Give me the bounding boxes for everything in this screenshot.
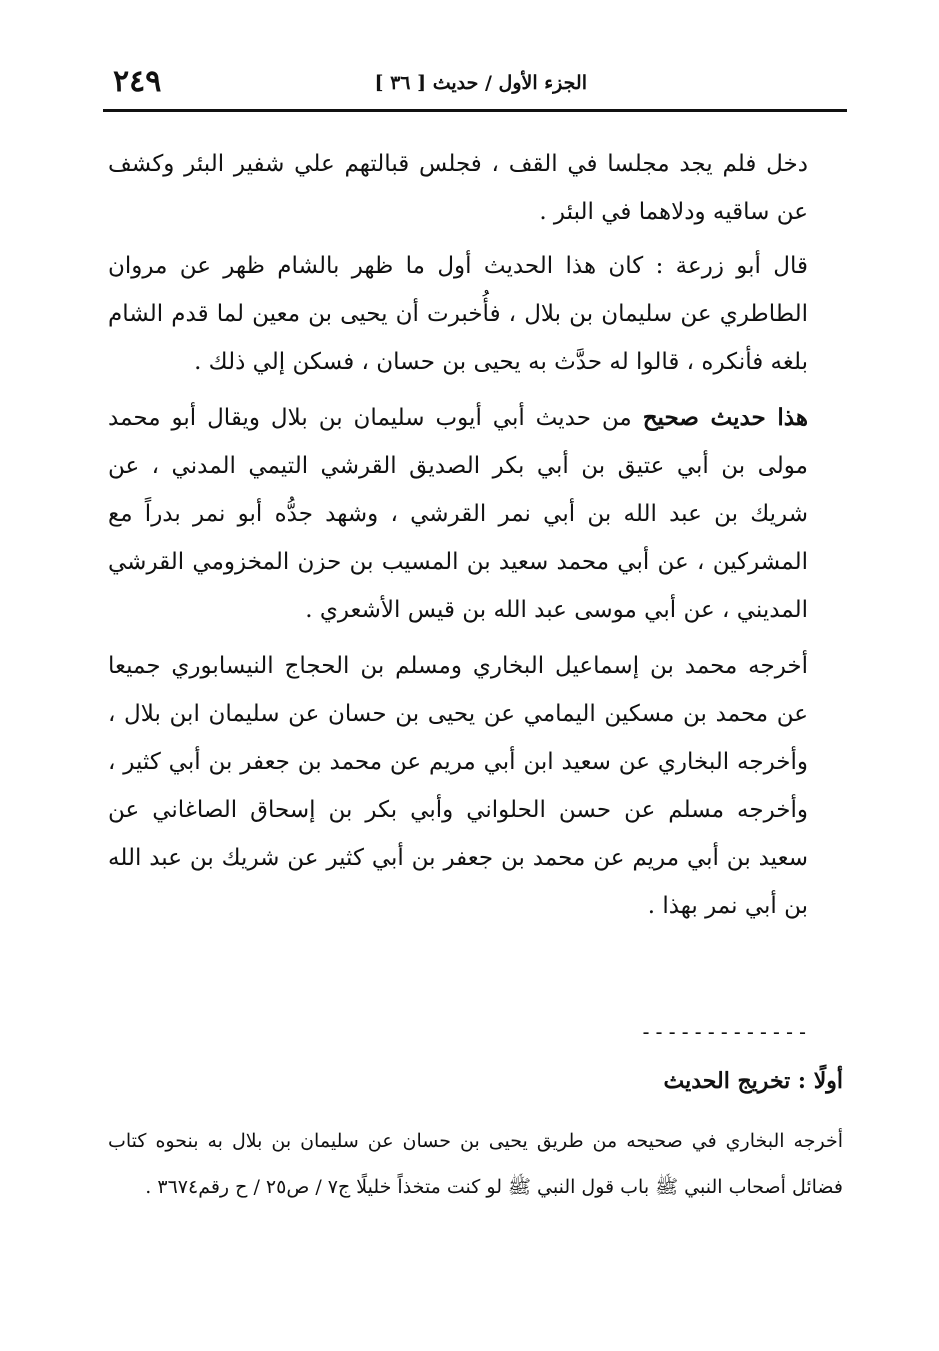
paragraph-3-lead: هذا حديث صحيح (642, 404, 809, 431)
page-number: ٢٤٩ (113, 64, 162, 99)
page-header (105, 62, 845, 110)
running-head: الجزء الأول / حديث [ ٣٦ ] (374, 72, 587, 94)
footnote-heading: أولًا : تخريج الحديث (663, 1068, 843, 1094)
footnote-separator: ------------- (640, 1020, 810, 1044)
main-text (108, 140, 808, 938)
paragraph-3 (108, 394, 808, 634)
header-rule (103, 109, 847, 112)
paragraph-4: أخرجه محمد بن إسماعيل البخاري ومسلم بن الحجاج النيسابوري جميعا عن محمد بن مسكين اليمامي عن يحيى بن حسان عن سليمان ابن بلال ، وأخرجه البخاري عن سعيد ابن أبي مريم عن محمد بن جعفر بن أبي كثير ، وأخرجه مسلم عن حسن الحلواني وأبي بكر بن إسحاق الصاغاني عن سعيد بن أبي مريم عن محمد بن جعفر بن أبي كثير عن شريك بن عبد الله بن أبي نمر بهذا . (108, 653, 808, 919)
paragraph-1: دخل فلم يجد مجلسا في القف ، فجلس قبالتهم علي شفير البئر وكشف عن ساقيه ودلاهما في البئر . (108, 151, 808, 225)
paragraph-3-rest: من حديث أبي أيوب سليمان بن بلال ويقال أبو محمد مولى بن أبي عتيق بن أبي بكر الصديق القرشي التيمي المدني ، عن شريك بن عبد الله بن أبي نمر القرشي ، وشهد جدُّه أبو نمر بدراً مع المشركين ، عن أبي محمد سعيد بن المسيب بن حزن المخزومي القرشي المديني ، عن أبي موسى عبد الله بن قيس الأشعري . (108, 405, 808, 623)
footnote-text: أخرجه البخاري في صحيحه من طريق يحيى بن حسان عن سليمان بن بلال به بنحوه كتاب فضائل أصحاب النبي ﷺ باب قول النبي ﷺ لو كنت متخذاً خليلًا ج٧ / ص٢٥ / ح رقم٣٦٧٤ . (108, 1130, 843, 1198)
paragraph-2: قال أبو زرعة : كان هذا الحديث أول ما ظهر بالشام ظهر عن مروان الطاطري عن سليمان بن بلال ، فأُخبرت أن يحيى بن معين لما قدم الشام بلغه فأنكره ، قالوا له حدَّث به يحيى بن حسان ، فسكن إلي ذلك . (108, 253, 808, 375)
